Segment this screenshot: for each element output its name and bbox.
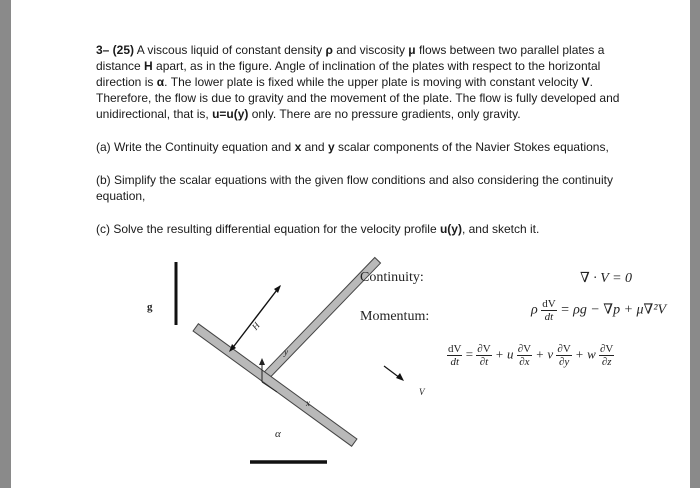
text-run: (b) Simplify the scalar equations with the given flow conditions and also considering the continuity equation, [96,173,613,203]
frac-pdv-pdz [599,343,614,368]
frac-pdv-pdx [517,343,532,368]
text-run: (c) Solve the resulting differential equation for the velocity profile [96,222,440,236]
text-run: . The lower plate is fixed while the upper plate is moving with constant velocity [164,75,582,89]
frac-num: ∂V [600,343,614,355]
gravity-label: g [147,301,153,313]
alpha-label: α [275,428,281,440]
dv-dt-fraction [541,298,556,323]
momentum-label: Momentum: [360,309,430,324]
text-run: H [144,59,153,73]
text-run: and viscosity [332,43,409,57]
momentum-rhs: = ρg − ∇p + μ∇²V [560,302,667,318]
dv-numerator: dV [542,298,556,310]
frac-num: ∂V [557,343,571,355]
frac-pdv-pdy [556,343,571,368]
material-derivative [447,343,614,368]
plus-v: + v [535,346,554,362]
frac-num: ∂V [517,343,532,355]
rho-symbol: ρ [531,302,538,318]
text-run: α [156,75,165,89]
frac-den: ∂t [479,356,489,368]
frac-den: ∂y [558,356,570,368]
problem-header: 3– (25) [96,43,135,57]
y-arrow [259,358,265,365]
text-run: y [327,140,335,154]
y-label: y [284,347,288,357]
equals-sign: = [465,346,474,362]
continuity-equation: ∇ · V = 0 [580,271,633,286]
frac-den: ∂z [601,356,612,368]
text-run: . Therefore, the flow is due to gravity and the movement of the plate. The flow is fully developed and unidirectional, that is, [96,75,620,121]
velocity-arrowhead [396,373,404,381]
text-run: only. There are no pressure gradients, only gravity. [248,107,521,121]
frac-den: ∂x [519,356,530,368]
text-run: μ [408,43,416,57]
frac-den: dt [450,356,459,368]
text-run: scalar components of the Navier Stokes equations, [334,140,609,154]
text-run: A viscous liquid of constant density [134,43,326,57]
frac-dv-dt [447,343,462,368]
text-run: u(y) [439,222,462,236]
text-run: and [301,140,328,154]
dt-denominator: dt [544,311,554,323]
text-run: (a) Write the Continuity equation and [96,140,295,154]
frac-num: dV [448,343,462,355]
text-run: ρ [325,43,333,57]
frac-pdv-pdt [476,343,491,368]
continuity-label: Continuity: [360,270,424,285]
x-label: x [306,398,310,408]
text-run: u=u(y) [212,107,249,121]
text-run: apart, as in the figure. Angle of inclination of the plates with respect to the horizontal direction is [96,59,601,89]
h-label: H [249,320,262,332]
v-label: V [419,387,425,397]
plus-w: + w [575,346,596,362]
text-run: x [294,140,302,154]
momentum-equation [531,298,666,323]
h-dimension-line [231,286,280,350]
frac-num: ∂V [477,343,491,355]
text-run: , and sketch it. [461,222,540,236]
plus-u: + u [494,346,514,362]
text-run: V [581,75,590,89]
text-run: flows between two parallel plates a distance [96,43,605,73]
